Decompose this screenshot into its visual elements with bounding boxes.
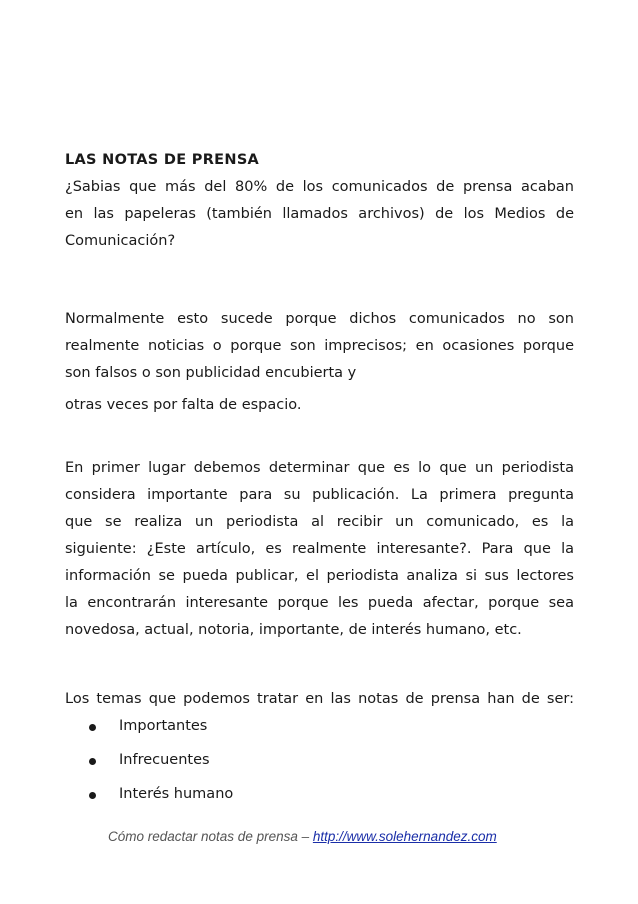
bullet-icon xyxy=(89,758,96,765)
paragraph-1 xyxy=(65,174,574,255)
page-title: LAS NOTAS DE PRENSA xyxy=(65,152,260,168)
text-line: la encontrarán interesante porque les pueda afectar, porque sea xyxy=(65,595,574,611)
text-line: en las papeleras (también llamados archivos) de los Medios de xyxy=(65,206,574,222)
text-line: considera importante para su publicación. La primera pregunta xyxy=(65,487,574,503)
text-line: realmente noticias o porque son imprecisos; en ocasiones porque xyxy=(65,338,574,354)
bullet-icon xyxy=(89,724,96,731)
text-line: que se realiza un periodista al recibir un comunicado, es la xyxy=(65,514,574,530)
text-line: ¿Sabias que más del 80% de los comunicados de prensa acaban xyxy=(65,179,574,195)
text-line: En primer lugar debemos determinar que es lo que un periodista xyxy=(65,460,574,476)
text-line: Normalmente esto sucede porque dichos comunicados no son xyxy=(65,311,574,327)
text-line: información se pueda publicar, el periodista analiza si sus lectores xyxy=(65,568,574,584)
text-line: Los temas que podemos tratar en las notas de prensa han de ser: xyxy=(65,691,574,707)
list-item-label: Infrecuentes xyxy=(119,752,210,768)
text-line: son falsos o son publicidad encubierta y xyxy=(65,365,357,381)
text-line: novedosa, actual, notoria, importante, de interés humano, etc. xyxy=(65,622,522,638)
page-footer xyxy=(108,829,497,844)
footer-link[interactable]: http://www.solehernandez.com xyxy=(312,829,497,844)
bullet-icon xyxy=(89,792,96,799)
text-line: Comunicación? xyxy=(65,233,176,249)
paragraph-3 xyxy=(65,455,574,644)
text-line: otras veces por falta de espacio. xyxy=(65,397,302,413)
footer-text: Cómo redactar notas de prensa – xyxy=(108,829,313,844)
text-line: siguiente: ¿Este artículo, es realmente interesante?. Para que la xyxy=(65,541,574,557)
paragraph-2b xyxy=(65,392,574,419)
list-item-label: Importantes xyxy=(119,718,208,734)
list-item-label: Interés humano xyxy=(119,786,234,802)
paragraph-2 xyxy=(65,306,574,387)
paragraph-4 xyxy=(65,686,574,713)
